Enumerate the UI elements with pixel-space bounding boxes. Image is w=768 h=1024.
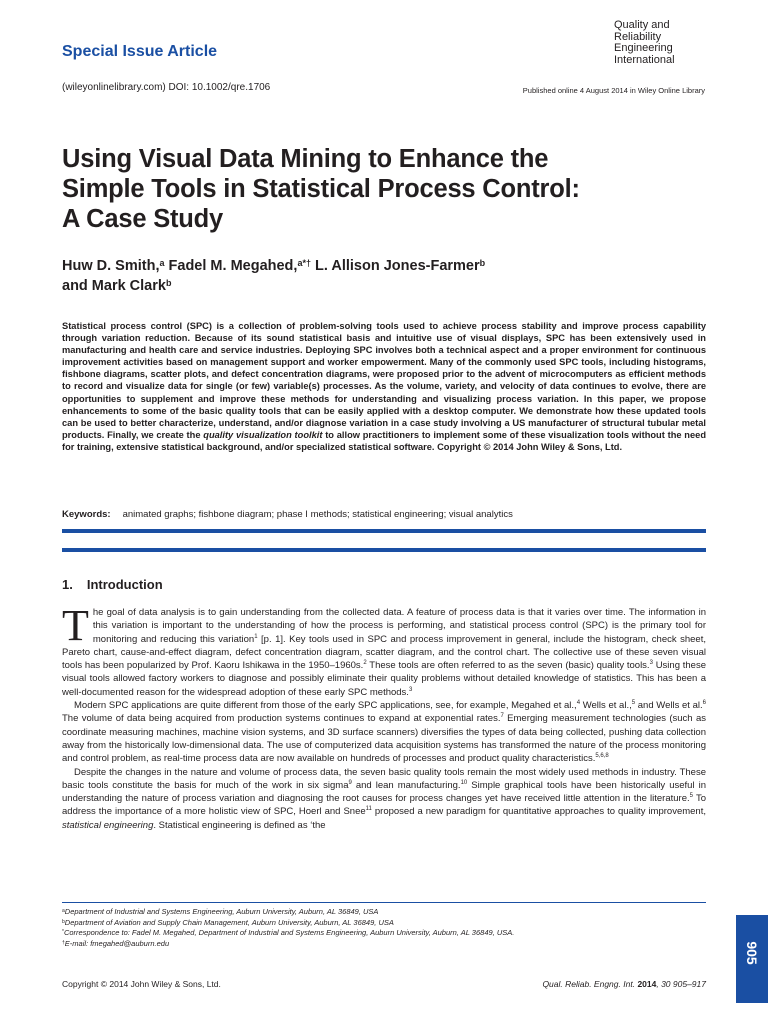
- section-title: Introduction: [86, 577, 163, 592]
- text-run: Despite the changes in the nature and volume of process data, the seven basic quality tools remain the most widely used methods in industry. These basic tools constitute the basis for much of the work in six sigma: [62, 766, 706, 791]
- text-run: and Wells et al.: [635, 700, 703, 712]
- citation: 5,6,8: [595, 753, 609, 760]
- citation-year: 2014: [637, 979, 657, 989]
- footnote-text: Correspondence to: Fadel M. Megahed, Department of Industrial and Systems Engineering, Auburn University, Auburn, AL 36849, USA.: [63, 928, 515, 937]
- journal-brand-line: Quality and: [614, 19, 670, 31]
- footnote-text: Department of Aviation and Supply Chain Management, Auburn University, Auburn, AL 36849, USA: [64, 917, 394, 927]
- text-run: . Statistical engineering is defined as ‘the: [153, 819, 326, 831]
- paragraph: [62, 699, 706, 765]
- paragraph: [62, 601, 706, 699]
- author-affiliation-mark: a: [159, 258, 165, 268]
- page-number: 905: [744, 941, 760, 965]
- footnote-mark: b: [62, 918, 65, 925]
- author-affiliation-mark: b: [165, 278, 172, 288]
- footnote: [62, 928, 514, 939]
- section-heading: [62, 577, 163, 592]
- text-run: Using these visual tools allowed factory workers to diagnose and possibly eliminate their quality problems without detailed knowledge of statistics. This has been a well-documented reason for the widespread adoption of these early SPC methods.: [62, 660, 706, 698]
- text-run: he goal of data analysis is to gain understanding from the collected data. A feature of process data is that it varies over time. The information in this variation is important to the understanding of how the process is performing, and statistical process control (SPC) is the primary tool for monitoring and reducing this variation: [92, 607, 706, 645]
- citation: 5: [689, 793, 693, 800]
- text-run: Emerging measurement technologies (such as coordinate measuring machines, machine vision systems, and 3D surface scanners) diversifies the types of data being collected, pushing data collection away from the historically low-dimensional data. The use of computerized data acquisition systems has transformed the nature of the process monitoring and control problem, as real-time process data are now available on hundreds of processes and product quality characteristics.: [62, 713, 706, 765]
- text-run: These tools are often referred to as the seven (basic) quality tools.: [366, 660, 650, 672]
- text-run: and lean manufacturing.: [351, 779, 461, 791]
- footnote: [62, 939, 514, 950]
- citation: 6: [702, 700, 706, 707]
- author-affiliation-mark: b: [479, 258, 486, 268]
- footer-citation: [542, 979, 706, 989]
- article-type-label: Special Issue Article: [62, 43, 218, 60]
- citation: 3: [649, 660, 653, 667]
- article-title: [62, 144, 712, 234]
- footnote-text: E-mail: fmegahed@auburn.edu: [64, 938, 170, 948]
- text-run: Wells et al.,: [580, 700, 632, 712]
- journal-brand-line: Reliability: [614, 30, 662, 43]
- text-run: proposed a new paradigm for quantitative approaches to quality improvement,: [371, 806, 706, 818]
- author-name: Fadel M. Megahed,: [168, 258, 298, 274]
- footnote: [62, 907, 514, 918]
- abstract: [62, 320, 706, 453]
- citation: 5: [631, 700, 636, 707]
- citation: 3: [408, 686, 413, 693]
- author-name: and Mark Clark: [62, 278, 166, 294]
- journal-brand-line: International: [614, 53, 675, 66]
- footnote-mark: †: [62, 939, 65, 946]
- author-name: L. Allison Jones-Farmer: [315, 258, 480, 274]
- footnote-text: Department of Industrial and Systems Engineering, Auburn University, Auburn, AL 36849, USA: [64, 907, 379, 916]
- footnote-rule: [62, 902, 706, 903]
- citation-journal: Qual. Reliab. Engng. Int.: [542, 979, 636, 989]
- abstract-text: to allow practitioners to implement some of these visualization tools without the need for training, extensive statistical background, and/or specialized statistical software. Copyright © 2014 John Wiley & Sons, Ltd.: [62, 429, 707, 452]
- emphasis: statistical engineering: [62, 819, 154, 831]
- abstract-emphasis: quality visualization toolkit: [203, 429, 323, 440]
- journal-brand: [614, 20, 675, 66]
- citation: 11: [365, 806, 372, 813]
- citation: 1: [254, 633, 258, 640]
- divider-rule: [62, 548, 706, 552]
- footnote: [62, 918, 514, 929]
- footnote-mark: *: [62, 929, 64, 935]
- author-list: [62, 256, 712, 296]
- text-run: The volume of data being acquired from production systems continues to expand at exponential rates.: [62, 713, 501, 725]
- section-number: 1.: [62, 577, 73, 592]
- publication-date: Published online 4 August 2014 in Wiley Online Library: [522, 86, 705, 95]
- citation: 7: [500, 713, 504, 720]
- title-line: A Case Study: [62, 205, 224, 233]
- text-run: Simple graphical tools have been historically useful in understanding the nature of process variation and diagnosing the root causes for process changes yet have received little attention in the literature.: [62, 779, 706, 805]
- citation: 9: [348, 779, 352, 786]
- drop-cap: T: [62, 601, 89, 650]
- title-line: Using Visual Data Mining to Enhance the: [62, 145, 549, 173]
- title-line: Simple Tools in Statistical Process Control:: [62, 175, 580, 203]
- text-run: Modern SPC applications are quite different from those of the early SPC applications, see, for example, Megahed et al.,: [74, 700, 577, 712]
- footer-copyright: Copyright © 2014 John Wiley & Sons, Ltd.: [62, 979, 221, 989]
- citation: 4: [576, 700, 581, 707]
- citation-pages: , 30 905–917: [656, 979, 706, 989]
- footnote-mark: a: [62, 908, 65, 914]
- citation: 2: [363, 660, 367, 667]
- keywords-text: animated graphs; fishbone diagram; phase I methods; statistical engineering; visual analytics: [122, 509, 513, 520]
- body-text: [62, 601, 706, 832]
- keywords: [62, 509, 513, 520]
- text-run: To address the importance of a more holistic view of SPC, Hoerl and Snee: [62, 793, 706, 818]
- footnotes: [62, 907, 514, 949]
- keywords-label: Keywords:: [62, 509, 111, 520]
- divider-rule: [62, 529, 706, 533]
- author-affiliation-mark: a*†: [297, 258, 311, 268]
- abstract-text: Statistical process control (SPC) is a collection of problem-solving tools used to achieve process stability and improve process capability through variation reduction. Because of its sound statistical basis and intuitive use of visual displays, SPC has been extensively used in manufacturing and health care and service industries. Deploying SPC involves both a technical aspect and a proper environment for continuous improvement activities based on management support and worker empowerment. Many of the commonly used SPC tools, including histograms, fishbone diagrams, scatter plots, and defect concentration diagrams, were proposed prior to the advent of microcomputers as efficient methods to record and visualize data for single (or few) variable(s) processes. As the volume, variety, and velocity of data continues to evolve, there are opportunities to supplement and improve these methods for understanding and visualizing process variation. In this paper, we propose enhancements to some of the basic quality tools that can be easily applied with a desktop computer. We demonstrate how these updated tools can be used to better characterize, understand, and/or diagnose variation in a case study involving a US manufacturer of structural tubular metal products. Finally, we create the: [62, 321, 706, 440]
- citation: 10: [460, 779, 468, 786]
- paragraph: [62, 766, 706, 832]
- doi-line: (wileyonlinelibrary.com) DOI: 10.1002/qre.1706: [62, 82, 271, 93]
- journal-brand-line: Engineering: [614, 42, 673, 54]
- author-name: Huw D. Smith,: [62, 258, 160, 274]
- text-run: [p. 1]. Key tools used in SPC and process improvement in general, include the histogram, check sheet, Pareto chart, cause-and-effect diagram, defect concentration diagram, scatter diagram, and the control chart. The collective use of these seven visual tools has been popularized by Prof. Kaoru Ishikawa in the 1950–1960s.: [62, 633, 706, 672]
- page-number-tab: [736, 915, 768, 1003]
